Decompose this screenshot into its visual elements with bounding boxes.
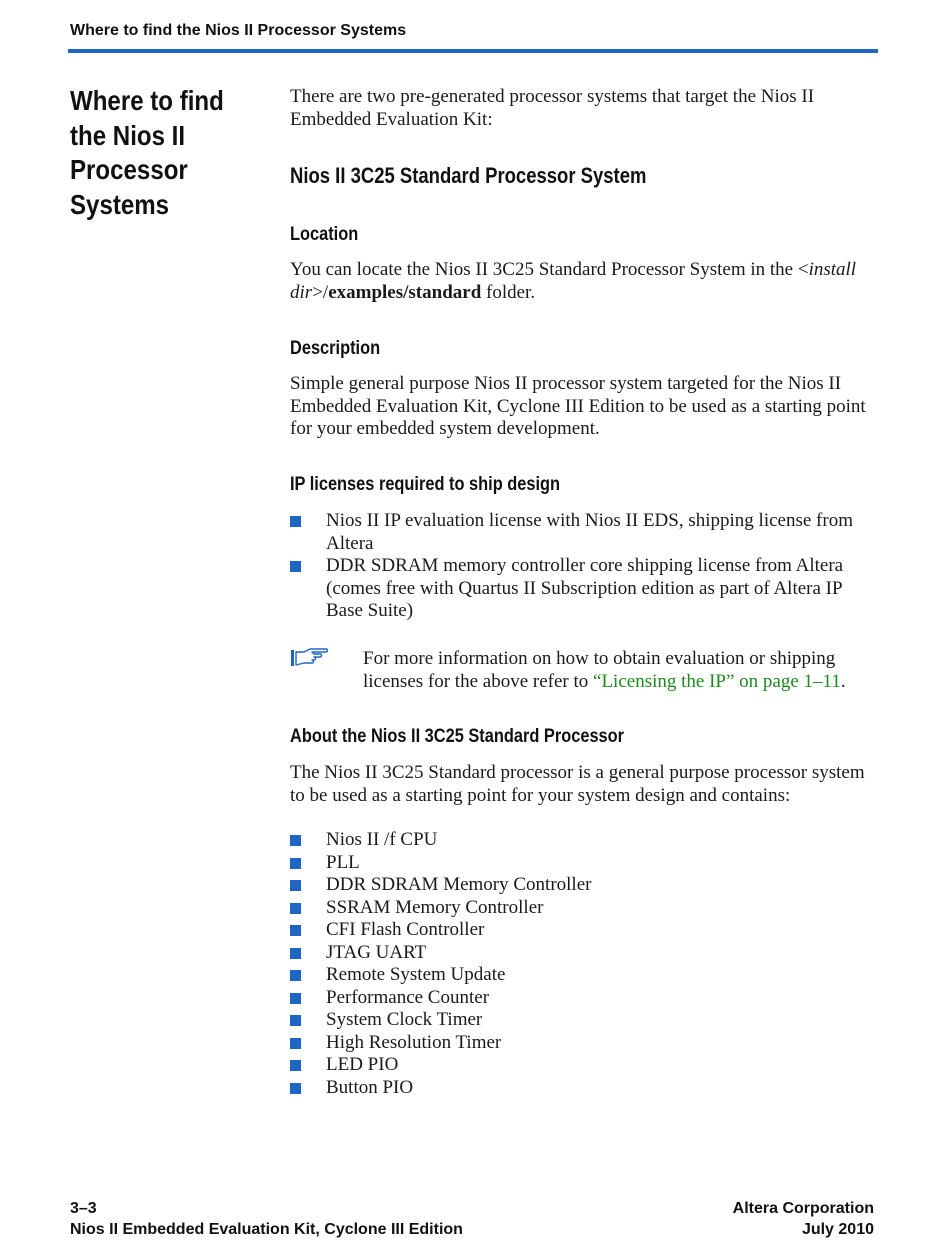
description-paragraph: Simple general purpose Nios II processor system targeted for the Nios II Embedded Evaluation Kit, Cyclone III Edition to be used as a starting point for your embedded system development. — [290, 373, 866, 439]
about-heading: About the Nios II 3C25 Standard Processor — [290, 725, 625, 747]
bullet-square-icon — [290, 835, 301, 846]
list-item — [290, 510, 880, 555]
licenses-heading: IP licenses required to ship design — [290, 473, 561, 495]
list-item-text: PLL — [326, 851, 360, 873]
bullet-square-icon — [290, 925, 301, 936]
running-head: Where to find the Nios II Processor Systems — [70, 22, 407, 39]
bullet-square-icon — [290, 516, 301, 527]
list-item — [290, 874, 880, 897]
description-heading: Description — [290, 337, 381, 359]
bullet-square-icon — [290, 970, 301, 981]
bullet-square-icon — [290, 903, 301, 914]
list-item-text: Performance Counter — [326, 986, 490, 1008]
list-item-text: Button PIO — [326, 1076, 414, 1098]
about-paragraph: The Nios II 3C25 Standard processor is a general purpose processor system to be used as a starting point for your system design and contains: — [290, 762, 865, 806]
bullet-square-icon — [290, 880, 301, 891]
location-paragraph — [290, 259, 880, 304]
note-text: For more information on how to obtain evaluation or shipping licenses for the above refer to — [363, 648, 836, 692]
header-rule — [68, 49, 878, 53]
components-list — [290, 829, 880, 1099]
bullet-square-icon — [290, 858, 301, 869]
side-title — [70, 84, 233, 222]
side-title-line: Processor — [70, 154, 188, 185]
bullet-square-icon — [290, 1060, 301, 1071]
company-name: Altera Corporation — [732, 1200, 874, 1217]
location-text-after: folder. — [481, 281, 536, 303]
list-item-text: System Clock Timer — [326, 1009, 483, 1030]
list-item-text: DDR SDRAM Memory Controller — [326, 874, 592, 895]
list-item — [290, 919, 880, 942]
list-item — [290, 1009, 880, 1032]
bullet-square-icon — [290, 993, 301, 1004]
list-item — [290, 897, 880, 920]
side-title-line: the Nios II — [70, 119, 186, 151]
list-item — [290, 555, 880, 623]
footer-right — [733, 1198, 874, 1240]
bullet-square-icon — [290, 561, 301, 572]
list-item — [290, 942, 880, 965]
list-item-text: DDR SDRAM memory controller core shipping license from Altera (comes free with Quartus II Subscription edition as part of Altera IP Base Suite) — [326, 555, 844, 621]
location-text-before: You can locate the Nios II 3C25 Standard Processor System in the < — [290, 259, 809, 280]
location-install-dir: install dir — [290, 259, 857, 303]
licenses-list — [290, 510, 880, 623]
list-item-text: LED PIO — [326, 1054, 399, 1075]
list-item-text: Remote System Update — [326, 964, 506, 985]
list-item-text: Nios II /f CPU — [326, 829, 438, 850]
section-title: Nios II 3C25 Standard Processor System — [290, 163, 647, 188]
location-heading: Location — [290, 223, 359, 245]
list-item-text: Nios II IP evaluation license with Nios II EDS, shipping license from Altera — [326, 510, 853, 554]
note-paragraph — [363, 648, 878, 693]
list-item — [290, 852, 880, 875]
side-title-line: Systems — [70, 188, 170, 220]
bullet-square-icon — [290, 1015, 301, 1026]
list-item-text: JTAG UART — [326, 941, 427, 963]
page-number: 3–3 — [70, 1200, 97, 1217]
location-text-mid: >/ — [312, 281, 329, 303]
bullet-square-icon — [290, 1083, 301, 1094]
location-folder-path: examples/standard — [328, 281, 482, 303]
list-item-text: CFI Flash Controller — [326, 919, 485, 940]
book-title: Nios II Embedded Evaluation Kit, Cyclone III Edition — [70, 1221, 463, 1238]
bullet-square-icon — [290, 948, 301, 959]
list-item-text: High Resolution Timer — [326, 1031, 502, 1053]
note-text-after: . — [840, 670, 846, 692]
list-item — [290, 987, 880, 1010]
list-item — [290, 1032, 880, 1055]
footer-left — [70, 1198, 463, 1240]
list-item — [290, 829, 880, 852]
intro-paragraph: There are two pre-generated processor systems that target the Nios II Embedded Evaluation Kit: — [290, 86, 815, 130]
list-item — [290, 1054, 880, 1077]
list-item-text: SSRAM Memory Controller — [326, 896, 544, 918]
pointing-hand-icon — [290, 646, 330, 675]
list-item — [290, 964, 880, 987]
side-title-line: Where to find — [70, 85, 224, 116]
licensing-ip-link[interactable]: “Licensing the IP” on page 1–11 — [593, 670, 841, 692]
list-item — [290, 1077, 880, 1100]
publication-date: July 2010 — [801, 1221, 874, 1238]
bullet-square-icon — [290, 1038, 301, 1049]
